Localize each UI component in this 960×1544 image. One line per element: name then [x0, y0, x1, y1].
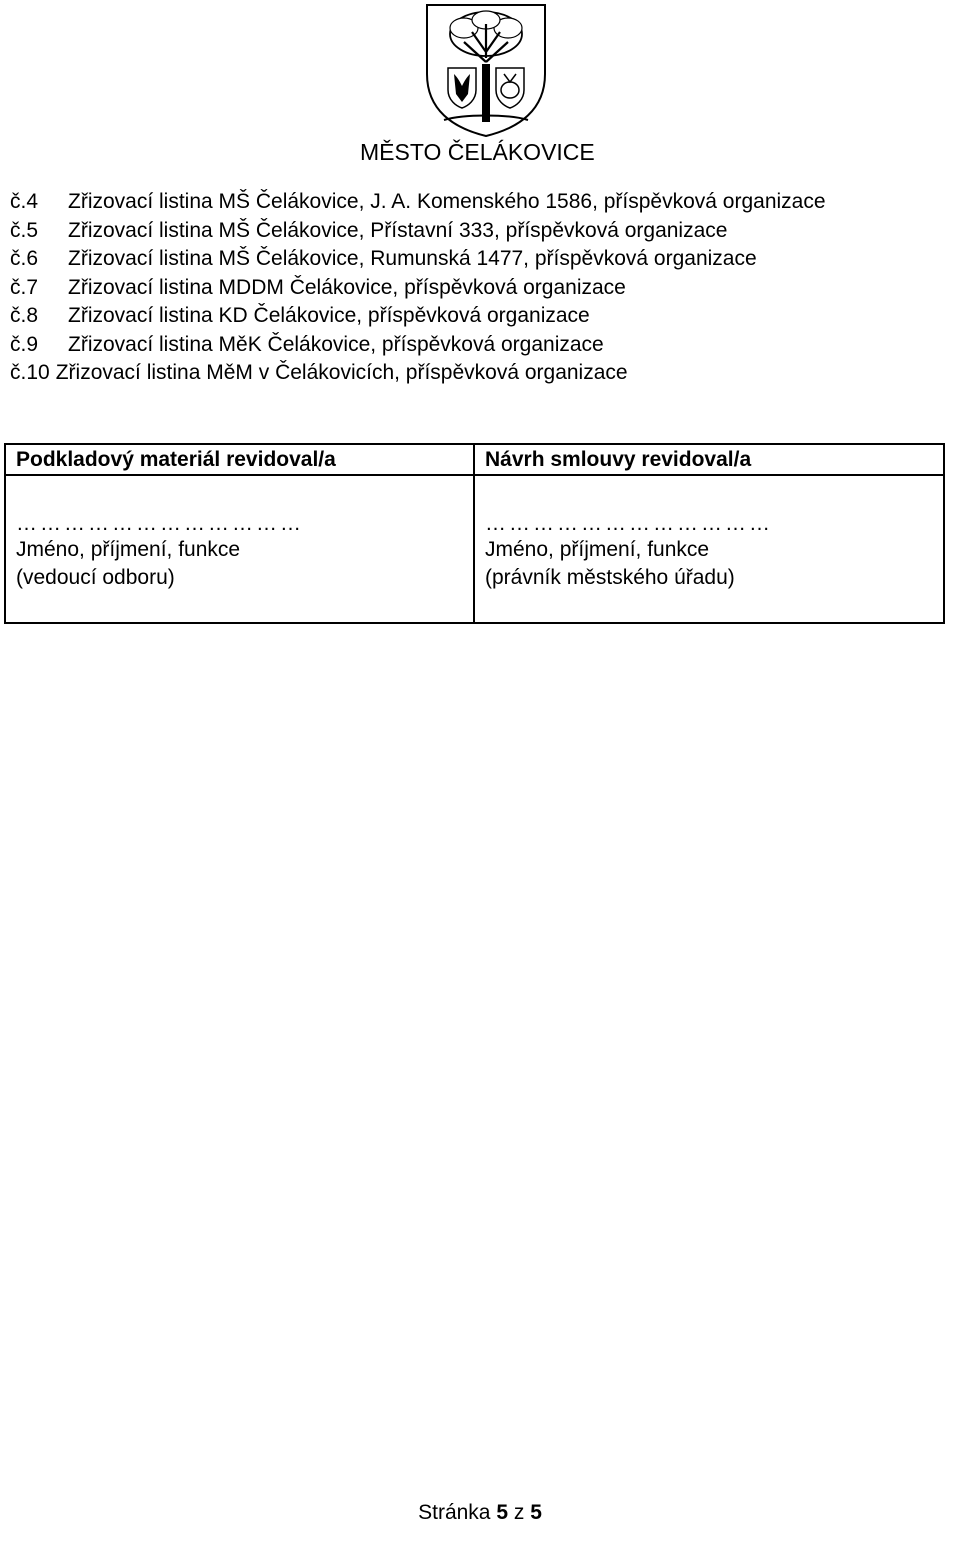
review-signature-table [4, 443, 945, 624]
left-name-caption: Jméno, příjmení, funkce [16, 538, 241, 561]
city-name-heading: MĚSTO ČELÁKOVICE [360, 139, 595, 165]
annex-item [10, 188, 826, 217]
city-coat-of-arms-icon [424, 2, 548, 138]
right-signature-cell [474, 475, 944, 623]
annex-number: č.9 [10, 332, 39, 356]
annex-list [10, 188, 826, 388]
page-of: z [513, 1501, 525, 1524]
annex-item [10, 331, 826, 360]
annex-number: č.7 [10, 275, 39, 299]
review-table-signature-row [5, 475, 944, 623]
annex-item [10, 217, 826, 246]
annex-item [10, 274, 826, 303]
page-total: 5 [530, 1501, 542, 1524]
annex-text: Zřizovací listina MŠ Čelákovice, Přístavní 333, příspěvková organizace [68, 218, 728, 242]
annex-text: Zřizovací listina MěK Čelákovice, příspěvková organizace [68, 332, 604, 356]
right-signature-line: ……………………………… [485, 512, 773, 535]
page-current: 5 [496, 1501, 509, 1524]
annex-number: č.4 [10, 190, 39, 213]
left-signature-line: ……………………………… [16, 512, 304, 535]
annex-text: Zřizovací listina MDDM Čelákovice, příspěvková organizace [68, 275, 626, 299]
right-name-caption: Jméno, příjmení, funkce [485, 538, 710, 561]
page-word: Stránka [418, 1501, 491, 1524]
annex-number: č.8 [10, 304, 39, 327]
annex-item [10, 359, 826, 388]
annex-text: Zřizovací listina MěM v Čelákovicích, příspěvková organizace [55, 361, 628, 384]
annex-number: č.10 [10, 361, 50, 384]
annex-number: č.6 [10, 247, 39, 270]
annex-item [10, 245, 826, 274]
annex-text: Zřizovací listina MŠ Čelákovice, Rumunská 1477, příspěvková organizace [68, 247, 757, 270]
left-role-caption: (vedoucí odboru) [16, 566, 175, 589]
review-table-header-row [5, 444, 944, 475]
annex-item [10, 302, 826, 331]
page-footer [0, 1500, 960, 1526]
left-signature-cell [5, 475, 474, 623]
right-column-heading: Návrh smlouvy revidoval/a [474, 444, 944, 475]
right-role-caption: (právník městského úřadu) [485, 566, 735, 589]
annex-text: Zřizovací listina MŠ Čelákovice, J. A. Komenského 1586, příspěvková organizace [68, 190, 826, 213]
annex-number: č.5 [10, 218, 39, 242]
annex-text: Zřizovací listina KD Čelákovice, příspěvková organizace [68, 304, 590, 327]
left-column-heading: Podkladový materiál revidoval/a [5, 444, 474, 475]
